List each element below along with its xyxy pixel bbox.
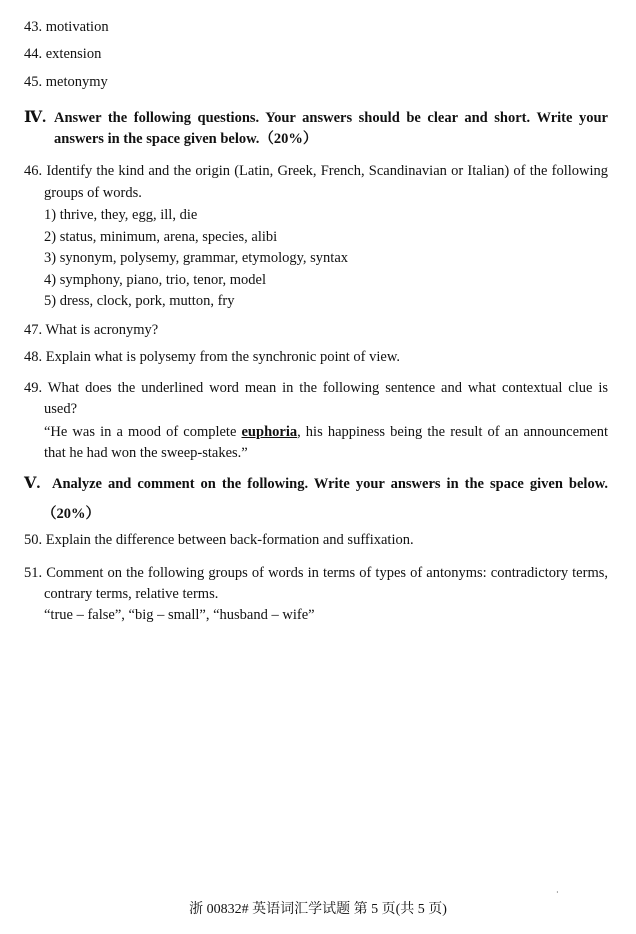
item-number: 44.: [24, 46, 43, 62]
question-48: [24, 348, 400, 366]
question-46-line2: groups of words.: [44, 185, 142, 201]
vocab-item-44: [24, 45, 101, 63]
item-word: extension: [45, 46, 102, 62]
question-text: What is acronymy?: [45, 322, 159, 338]
question-number: 46.: [24, 163, 43, 179]
question-49-quote-line1: [44, 423, 608, 441]
stray-dot: ·: [556, 888, 559, 897]
item-word: motivation: [45, 19, 109, 35]
item-word: metonymy: [45, 74, 108, 90]
section-5-heading-line1: Analyze and comment on the following. Write your answers in the space given below.: [52, 476, 608, 492]
item-number: 43.: [24, 19, 43, 35]
quote-text: “He was in a mood of complete: [44, 424, 242, 440]
question-51-line3: “true – false”, “big – small”, “husband – wife”: [44, 607, 315, 623]
page-footer: 浙 00832# 英语词汇学试题 第 5 页(共 5 页): [189, 902, 447, 917]
item-number: 45.: [24, 74, 43, 90]
question-number: 50.: [24, 532, 43, 548]
question-50: [24, 531, 414, 549]
section-4-heading-line2: answers in the space given below.（20%）: [54, 131, 318, 147]
vocab-item-43: [24, 18, 109, 36]
question-text: Identify the kind and the origin (Latin, Greek, French, Scandinavian or Italian) of the following: [46, 163, 609, 179]
question-46-group-4: 4) symphony, piano, trio, tenor, model: [44, 272, 266, 288]
question-46-line1: [24, 162, 608, 180]
section-4-numeral: Ⅳ.: [24, 109, 47, 126]
question-46-group-2: 2) status, minimum, arena, species, alibi: [44, 229, 278, 245]
underlined-keyword: euphoria: [241, 424, 298, 440]
question-46-group-1: 1) thrive, they, egg, ill, die: [44, 207, 198, 223]
question-text: Explain what is polysemy from the synchronic point of view.: [45, 349, 400, 365]
question-51-line1: [24, 564, 608, 582]
question-text: Comment on the following groups of words in terms of types of antonyms: contradictory terms,: [46, 565, 608, 581]
section-5-heading-line2: （20%）: [42, 506, 100, 522]
question-49-line1: [24, 379, 608, 397]
question-46-group-3: 3) synonym, polysemy, grammar, etymology, syntax: [44, 250, 349, 266]
quote-text: , his happiness being the result of an announcement: [297, 424, 609, 440]
section-4-heading-line1: Answer the following questions. Your answers should be clear and short. Write your: [54, 110, 608, 126]
section-5-numeral: Ⅴ.: [24, 475, 41, 492]
question-49-line2: used?: [44, 401, 78, 417]
question-text: What does the underlined word mean in the following sentence and what contextual clue is: [47, 380, 608, 396]
question-51-line2: contrary terms, relative terms.: [44, 586, 219, 602]
question-number: 51.: [24, 565, 43, 581]
question-number: 48.: [24, 349, 43, 365]
question-number: 49.: [24, 380, 43, 396]
question-49-quote-line2: that he had won the sweep-stakes.”: [44, 445, 248, 461]
vocab-item-45: [24, 73, 108, 91]
question-46-group-5: 5) dress, clock, pork, mutton, fry: [44, 293, 235, 309]
question-text: Explain the difference between back-formation and suffixation.: [45, 532, 414, 548]
question-number: 47.: [24, 322, 43, 338]
question-47: [24, 321, 158, 339]
